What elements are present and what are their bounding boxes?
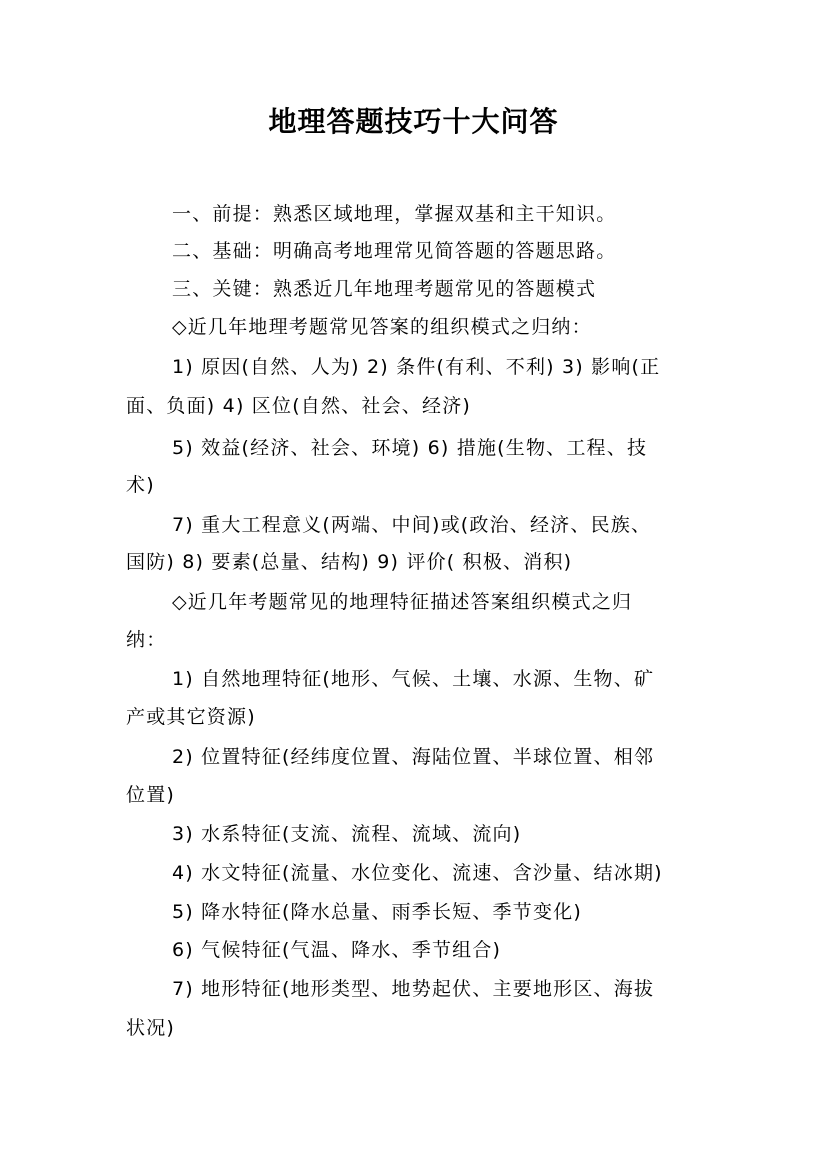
text-line: 一、前提：熟悉区域地理，掌握双基和主干知识。: [172, 203, 617, 225]
text-line: 二、基础：明确高考地理常见简答题的答题思路。: [172, 240, 617, 262]
text-line: 7) 地形特征(地形类型、地势起伏、主要地形区、海拔: [172, 978, 655, 1000]
text-line: 面、负面) 4) 区位(自然、社会、经济): [126, 395, 472, 417]
text-line: 5) 降水特征(降水总量、雨季长短、季节变化): [172, 901, 582, 923]
text-line: ◇近几年地理考题常见答案的组织模式之归纳：: [172, 316, 592, 338]
text-line: 1) 原因(自然、人为) 2) 条件(有利、不利) 3) 影响(正: [172, 356, 661, 378]
text-line: 术): [126, 474, 155, 496]
text-line: ◇近几年考题常见的地理特征描述答案组织模式之归: [172, 591, 633, 613]
text-line: 位置): [126, 784, 176, 806]
text-line: 纳：: [126, 629, 167, 651]
text-line: 三、关键：熟悉近几年地理考题常见的答题模式: [172, 278, 597, 300]
text-line: 2) 位置特征(经纬度位置、海陆位置、半球位置、相邻: [172, 746, 655, 768]
text-line: 6) 气候特征(气温、降水、季节组合): [172, 939, 502, 961]
text-line: 产或其它资源): [126, 706, 256, 728]
text-line: 4) 水文特征(流量、水位变化、流速、含沙量、结冰期): [172, 862, 663, 884]
document-title: 地理答题技巧十大问答: [268, 105, 559, 138]
text-line: 状况): [126, 1017, 176, 1039]
text-line: 5) 效益(经济、社会、环境) 6) 措施(生物、工程、技: [172, 437, 648, 459]
text-line: 3) 水系特征(支流、流程、流域、流向): [172, 823, 522, 845]
text-line: 1) 自然地理特征(地形、气候、土壤、水源、生物、矿: [172, 668, 655, 690]
text-line: 国防) 8) 要素(总量、结构) 9) 评价( 积极、消积): [126, 551, 573, 573]
text-line: 7) 重大工程意义(两端、中间)或(政治、经济、民族、: [172, 514, 652, 536]
